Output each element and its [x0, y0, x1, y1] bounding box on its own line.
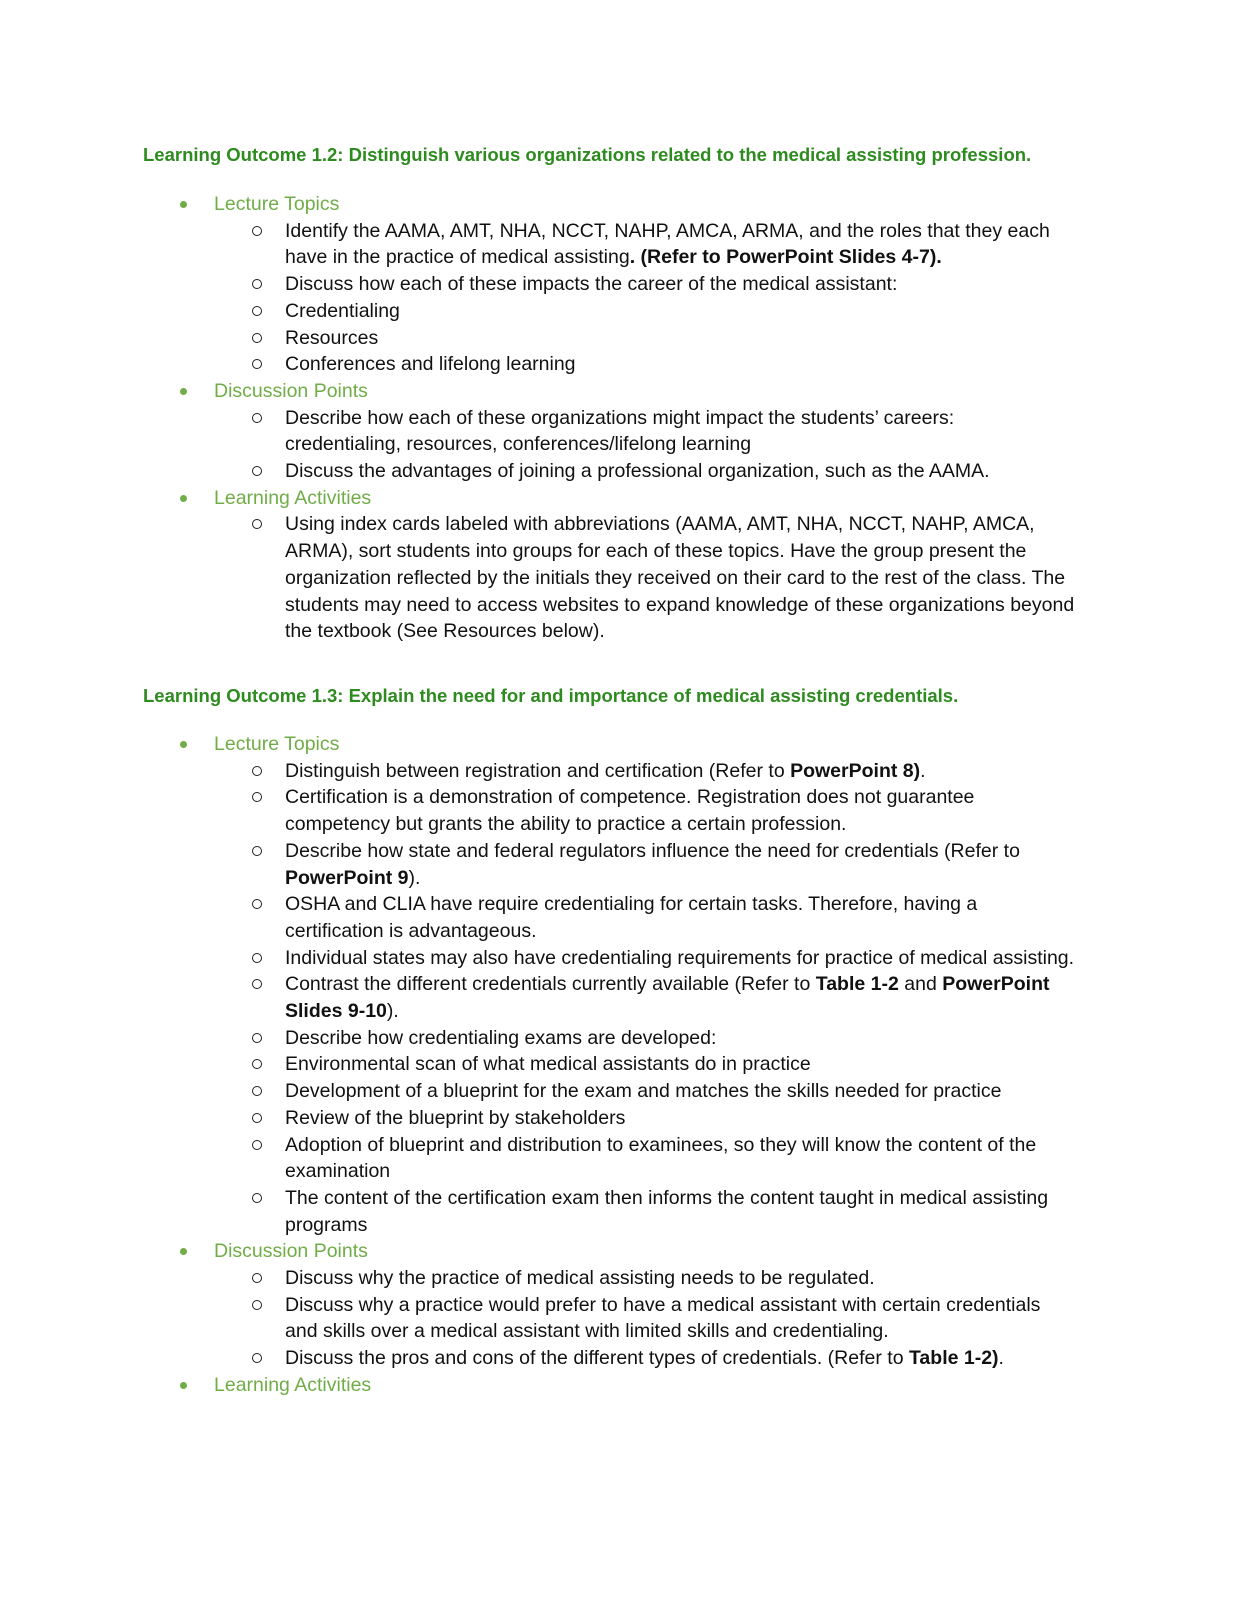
bullet-icon: [180, 1382, 187, 1389]
list-item: Discuss the advantages of joining a professional organization, such as the AAMA.: [0, 458, 1075, 485]
circle-bullet-icon: [252, 1059, 262, 1069]
outcome-1-3-heading: Learning Outcome 1.3: Explain the need for and importance of medical assisting credentials.: [143, 685, 959, 706]
circle-bullet-icon: [252, 359, 262, 369]
circle-bullet-icon: [252, 846, 262, 856]
list-item: Describe how each of these organizations might impact the students’ careers: credentialing, resources, conferences/lifelong learning: [0, 405, 1075, 458]
circle-bullet-icon: [252, 1033, 262, 1043]
lecture-topics-section: [0, 191, 1236, 378]
list-item: Discuss how each of these impacts the career of the medical assistant:: [0, 271, 1075, 298]
list-item: Certification is a demonstration of competence. Registration does not guarantee competency but grants the ability to practice a certain profession.: [0, 784, 1075, 837]
circle-bullet-icon: [252, 306, 262, 316]
list-item: Discuss why the practice of medical assisting needs to be regulated.: [0, 1265, 1075, 1292]
list-item: Resources: [0, 325, 1075, 352]
lecture-topics-label: Lecture Topics: [214, 733, 340, 755]
circle-bullet-icon: [252, 1193, 262, 1203]
discussion-points-section: [0, 1238, 1236, 1372]
list-item: Contrast the different credentials currently available (Refer to Table 1-2 and PowerPoint Slides 9-10).: [0, 971, 1075, 1024]
lecture-topics-section: [0, 731, 1236, 1238]
circle-bullet-icon: [252, 1353, 262, 1363]
list-item: Discuss why a practice would prefer to have a medical assistant with certain credentials and skills over a medical assistant with limited skills and credentialing.: [0, 1292, 1075, 1345]
learning-activities-label: Learning Activities: [214, 1373, 372, 1396]
circle-bullet-icon: [252, 466, 262, 476]
circle-bullet-icon: [252, 899, 262, 909]
circle-bullet-icon: [252, 1273, 262, 1283]
discussion-points-label: Discussion Points: [214, 1240, 368, 1263]
bullet-icon: [180, 741, 187, 748]
list-item: Development of a blueprint for the exam and matches the skills needed for practice: [0, 1078, 1075, 1105]
learning-activities-section: [0, 1372, 1236, 1399]
circle-bullet-icon: [252, 226, 262, 236]
list-item: Distinguish between registration and certification (Refer to PowerPoint 8).: [0, 758, 1075, 785]
discussion-points-section: [0, 378, 1236, 485]
bullet-icon: [180, 495, 187, 502]
list-item: Credentialing: [0, 298, 1075, 325]
circle-bullet-icon: [252, 979, 262, 989]
list-item: Environmental scan of what medical assistants do in practice: [0, 1051, 1075, 1078]
learning-activities-label: Learning Activities: [214, 486, 372, 509]
outcome-1-2-list: [0, 191, 1236, 645]
circle-bullet-icon: [252, 333, 262, 343]
bullet-icon: [180, 201, 187, 208]
circle-bullet-icon: [252, 1086, 262, 1096]
circle-bullet-icon: [252, 792, 262, 802]
list-item: Adoption of blueprint and distribution to examinees, so they will know the content of the examination: [0, 1132, 1075, 1185]
list-item: Describe how state and federal regulators influence the need for credentials (Refer to PowerPoint 9).: [0, 838, 1075, 891]
list-item: Conferences and lifelong learning: [0, 351, 1075, 378]
list-item: Using index cards labeled with abbreviations (AAMA, AMT, NHA, NCCT, NAHP, AMCA, ARMA), sort students into groups for each of these topics. Have the group present the organization reflected by the initials they received on their card to the rest of the class. The students may need to access websites to expand knowledge of these organizations beyond the textbook (See Resources below).: [0, 511, 1075, 645]
bullet-icon: [180, 388, 187, 395]
list-item: The content of the certification exam then informs the content taught in medical assisting programs: [0, 1185, 1075, 1238]
circle-bullet-icon: [252, 279, 262, 289]
list-item: Identify the AAMA, AMT, NHA, NCCT, NAHP, AMCA, ARMA, and the roles that they each have in the practice of medical assisting. (Refer to PowerPoint Slides 4-7).: [0, 218, 1075, 271]
circle-bullet-icon: [252, 413, 262, 423]
circle-bullet-icon: [252, 766, 262, 776]
circle-bullet-icon: [252, 519, 262, 529]
learning-activities-section: [0, 485, 1236, 645]
bullet-icon: [180, 1248, 187, 1255]
list-item: Individual states may also have credentialing requirements for practice of medical assisting.: [0, 945, 1075, 972]
circle-bullet-icon: [252, 1113, 262, 1123]
circle-bullet-icon: [252, 1140, 262, 1150]
list-item: Discuss the pros and cons of the different types of credentials. (Refer to Table 1-2).: [0, 1345, 1075, 1372]
list-item: Review of the blueprint by stakeholders: [0, 1105, 1075, 1132]
discussion-points-label: Discussion Points: [214, 379, 368, 402]
outcome-1-3-list: [0, 731, 1236, 1399]
circle-bullet-icon: [252, 953, 262, 963]
list-item: Describe how credentialing exams are developed:: [0, 1025, 1075, 1052]
lecture-topics-label: Lecture Topics: [214, 193, 340, 215]
outcome-1-2-heading: Learning Outcome 1.2: Distinguish various organizations related to the medical assisting profession.: [143, 144, 1032, 165]
list-item: OSHA and CLIA have require credentialing for certain tasks. Therefore, having a certification is advantageous.: [0, 891, 1075, 944]
circle-bullet-icon: [252, 1300, 262, 1310]
